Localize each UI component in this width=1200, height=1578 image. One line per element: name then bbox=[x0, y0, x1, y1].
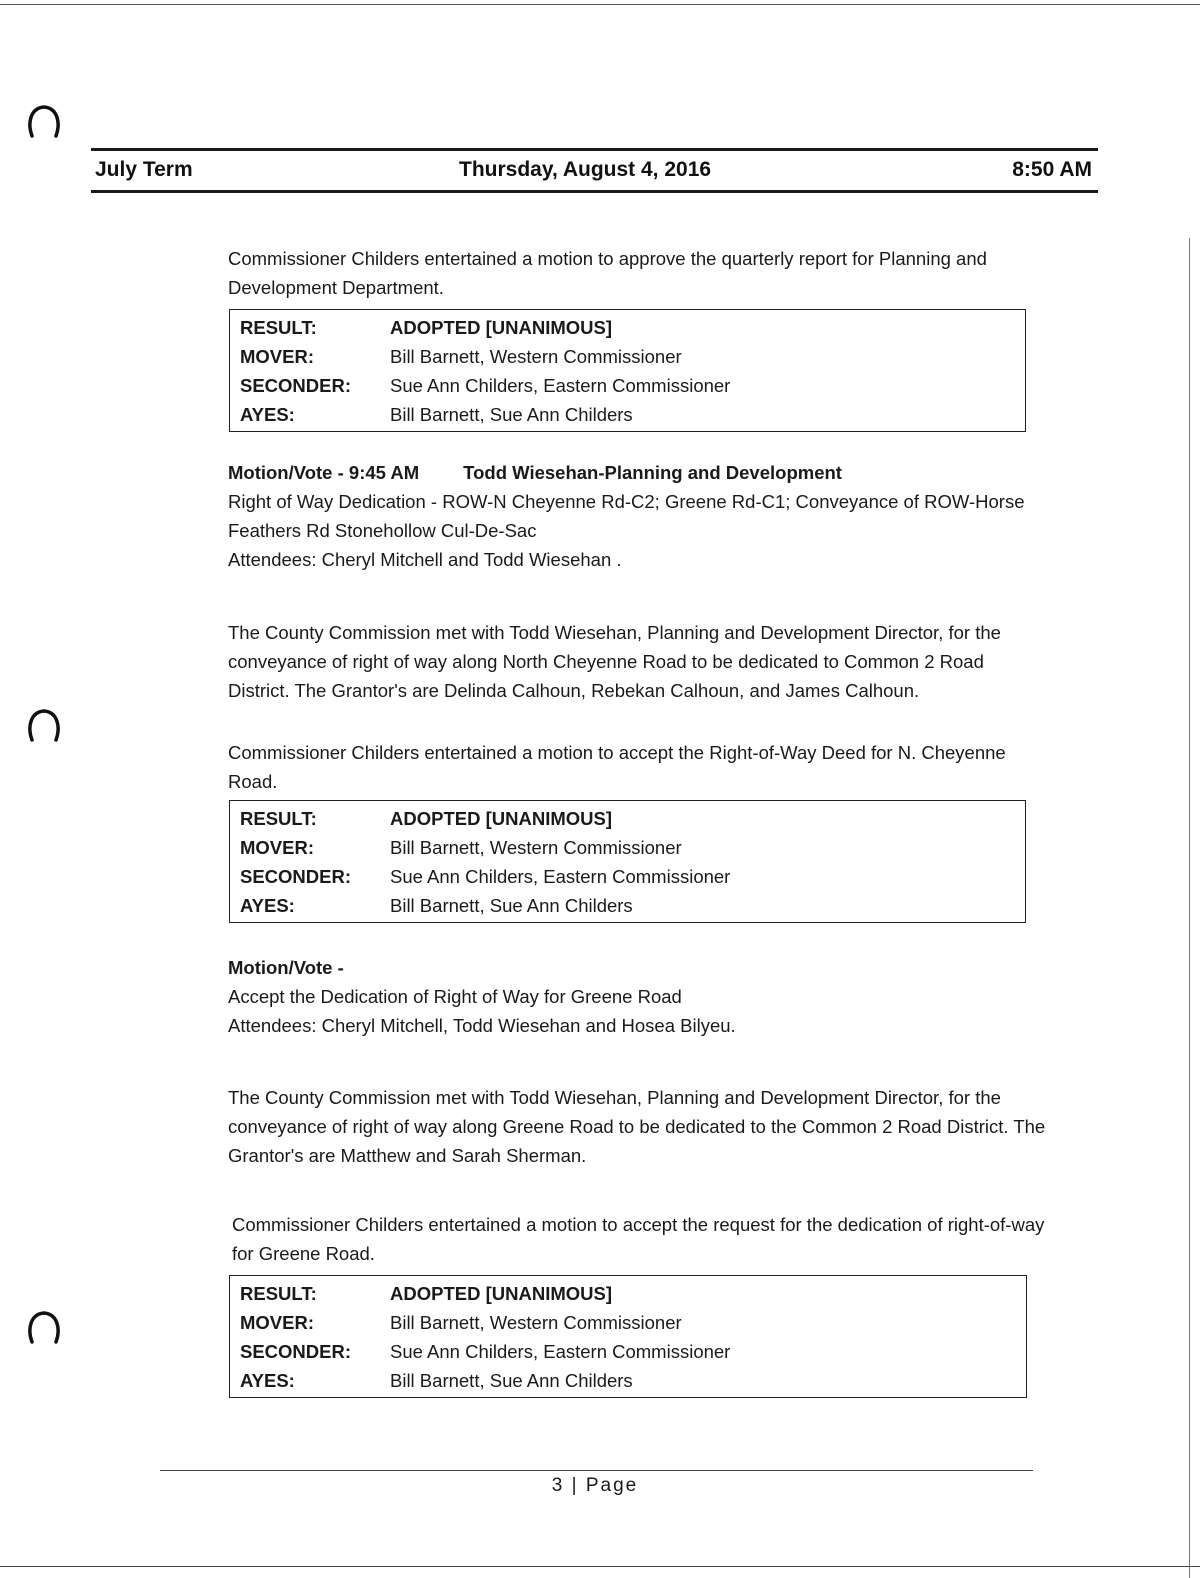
seconder-label: SECONDER: bbox=[240, 1340, 352, 1362]
vote-row-mover bbox=[230, 342, 1025, 371]
header-date: Thursday, August 4, 2016 bbox=[459, 158, 712, 181]
attendees-text: Attendees: Cheryl Mitchell, Todd Wiesehan and Hosea Bilyeu. bbox=[228, 1015, 736, 1036]
result-value: ADOPTED [UNANIMOUS] bbox=[390, 1282, 612, 1304]
agenda-item-text: Right of Way Dedication - ROW-N Cheyenne Rd-C2; Greene Rd-C1; Conveyance of ROW-Horse Feathers Rd Stonehollow Cul-De-Sac bbox=[228, 491, 1025, 541]
vote-row-seconder bbox=[230, 1337, 1026, 1366]
result-value: ADOPTED [UNANIMOUS] bbox=[390, 316, 612, 338]
presenter-heading: Todd Wiesehan-Planning and Development bbox=[463, 462, 842, 483]
binder-hole-icon bbox=[27, 1310, 61, 1346]
mover-label: MOVER: bbox=[240, 345, 314, 367]
result-label: RESULT: bbox=[240, 1282, 317, 1304]
vote-table-2 bbox=[229, 800, 1026, 923]
agenda-heading bbox=[228, 458, 1048, 487]
seconder-label: SECONDER: bbox=[240, 865, 352, 887]
ayes-label: AYES: bbox=[240, 894, 295, 916]
result-label: RESULT: bbox=[240, 316, 317, 338]
scan-edge-top bbox=[0, 4, 1200, 5]
ayes-value: Bill Barnett, Sue Ann Childers bbox=[390, 1369, 633, 1391]
header-top-rule bbox=[91, 148, 1098, 151]
vote-row-ayes bbox=[230, 891, 1025, 920]
seconder-label: SECONDER: bbox=[240, 374, 352, 396]
vote-row-mover bbox=[230, 1308, 1026, 1337]
mover-value: Bill Barnett, Western Commissioner bbox=[390, 1311, 682, 1333]
seconder-value: Sue Ann Childers, Eastern Commissioner bbox=[390, 865, 731, 887]
seconder-value: Sue Ann Childers, Eastern Commissioner bbox=[390, 1340, 731, 1362]
vote-row-mover bbox=[230, 833, 1025, 862]
attendees-text: Attendees: Cheryl Mitchell and Todd Wiesehan . bbox=[228, 549, 622, 570]
agenda-item-text: Accept the Dedication of Right of Way for Greene Road bbox=[228, 986, 682, 1007]
cheyenne-road-paragraph: The County Commission met with Todd Wiesehan, Planning and Development Director, for the conveyance of right of way along North Cheyenne Road to be dedicated to Common 2 Road District. The Grantor's are Delinda Calhoun, Rebekan Calhoun, and James Calhoun. bbox=[228, 622, 1001, 701]
vote-row-ayes bbox=[230, 400, 1025, 429]
motion-vote-heading: Motion/Vote - bbox=[228, 957, 344, 978]
result-value: ADOPTED [UNANIMOUS] bbox=[390, 807, 612, 829]
mover-value: Bill Barnett, Western Commissioner bbox=[390, 836, 682, 858]
row-dedication-agenda-item bbox=[228, 458, 1048, 574]
header-time: 8:50 AM bbox=[1012, 158, 1092, 181]
result-label: RESULT: bbox=[240, 807, 317, 829]
binder-hole-icon bbox=[27, 708, 61, 744]
vote-row-result bbox=[230, 313, 1025, 342]
ayes-value: Bill Barnett, Sue Ann Childers bbox=[390, 894, 633, 916]
header-term: July Term bbox=[95, 158, 193, 181]
vote-row-result bbox=[230, 804, 1025, 833]
vote-table-1 bbox=[229, 309, 1026, 432]
vote-row-seconder bbox=[230, 371, 1025, 400]
greene-road-paragraph: The County Commission met with Todd Wiesehan, Planning and Development Director, for the conveyance of right of way along Greene Road to be dedicated to the Common 2 Road District. The Grantor's are Matthew and Sarah Sherman. bbox=[228, 1087, 1046, 1166]
greene-road-motion: Commissioner Childers entertained a motion to accept the request for the dedication of right-of-way for Greene Road. bbox=[232, 1214, 1045, 1264]
quarterly-report-motion: Commissioner Childers entertained a motion to approve the quarterly report for Planning and Development Department. bbox=[228, 248, 987, 298]
scan-edge-right bbox=[1189, 238, 1190, 1578]
mover-value: Bill Barnett, Western Commissioner bbox=[390, 345, 682, 367]
ayes-label: AYES: bbox=[240, 1369, 295, 1391]
greene-road-agenda-item bbox=[228, 953, 1048, 1040]
motion-vote-time: Motion/Vote - 9:45 AM bbox=[228, 462, 420, 483]
binder-hole-icon bbox=[27, 104, 61, 140]
vote-row-ayes bbox=[230, 1366, 1026, 1395]
cheyenne-road-motion: Commissioner Childers entertained a motion to accept the Right-of-Way Deed for N. Cheyenne Road. bbox=[228, 742, 1006, 792]
header-bottom-rule bbox=[91, 190, 1098, 193]
vote-row-seconder bbox=[230, 862, 1025, 891]
vote-table-3 bbox=[229, 1275, 1027, 1398]
footer-rule bbox=[160, 1470, 1033, 1471]
scan-edge-bottom bbox=[0, 1566, 1200, 1567]
mover-label: MOVER: bbox=[240, 1311, 314, 1333]
vote-row-result bbox=[230, 1279, 1026, 1308]
ayes-label: AYES: bbox=[240, 403, 295, 425]
seconder-value: Sue Ann Childers, Eastern Commissioner bbox=[390, 374, 731, 396]
page-number: 3 | Page bbox=[551, 1475, 639, 1496]
ayes-value: Bill Barnett, Sue Ann Childers bbox=[390, 403, 633, 425]
mover-label: MOVER: bbox=[240, 836, 314, 858]
